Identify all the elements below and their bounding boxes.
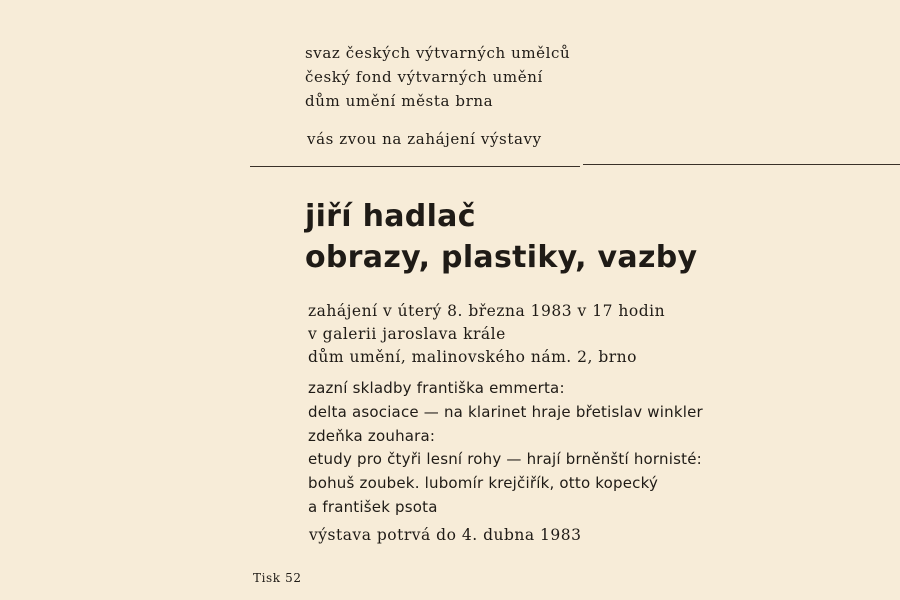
organizer-line: dům umění města brna bbox=[305, 92, 494, 110]
music-program bbox=[308, 377, 703, 520]
detail-line: zahájení v úterý 8. března 1983 v 17 hodin bbox=[308, 302, 666, 320]
closing-date: výstava potrvá do 4. dubna 1983 bbox=[309, 526, 582, 544]
organizer-line: svaz českých výtvarných umělců bbox=[305, 44, 571, 62]
exhibition-title: obrazy, plastiky, vazby bbox=[305, 240, 698, 275]
program-line: zdeňka zouhara: bbox=[308, 426, 436, 445]
exhibition-headline bbox=[305, 196, 697, 278]
program-line: a františek psota bbox=[308, 497, 438, 516]
artist-name: jiří hadlač bbox=[305, 199, 476, 234]
organizer-line: český fond výtvarných umění bbox=[305, 68, 543, 86]
organizers-block bbox=[305, 41, 570, 113]
opening-details bbox=[308, 300, 665, 369]
detail-line: dům umění, malinovského nám. 2, brno bbox=[308, 348, 637, 366]
program-line: etudy pro čtyři lesní rohy — hrají brněnští hornisté: bbox=[308, 450, 702, 469]
program-line: bohuš zoubek. lubomír krejčiřík, otto kopecký bbox=[308, 474, 659, 493]
program-line: delta asociace — na klarinet hraje břetislav winkler bbox=[308, 402, 703, 421]
print-number: Tisk 52 bbox=[253, 571, 302, 585]
divider-line-right bbox=[583, 164, 900, 165]
detail-line: v galerii jaroslava krále bbox=[308, 325, 506, 343]
divider-line-left bbox=[250, 166, 580, 167]
invitation-text: vás zvou na zahájení výstavy bbox=[307, 130, 542, 148]
program-line: zazní skladby františka emmerta: bbox=[308, 379, 565, 397]
